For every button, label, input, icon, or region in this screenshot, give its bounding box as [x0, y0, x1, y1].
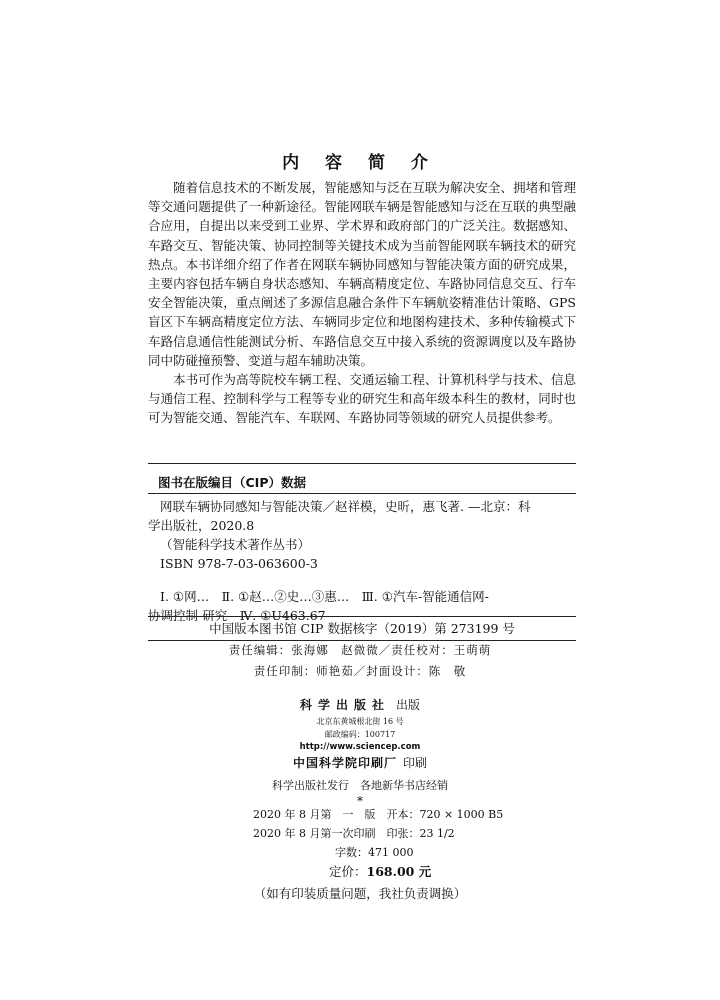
- credits-line-1: 责任编辑：张海娜 赵微微／责任校对：王萌萌: [228, 643, 492, 657]
- page-title: 内 容 简 介: [282, 153, 438, 173]
- printer-name: 中国科学院印刷厂: [292, 756, 397, 770]
- price-label: 定价：: [329, 864, 367, 879]
- publisher-name: 科学出版社: [299, 698, 390, 712]
- publisher-address: 北京东黄城根北街 16 号: [316, 717, 404, 726]
- first-edition-line: 2020 年 8 月第 一 版 开本：720 × 1000 B5: [253, 808, 504, 821]
- intro-paragraph-1: 随着信息技术的不断发展，智能感知与泛在互联为解决安全、拥堵和管理等交通问题提供了一种新途径。智能网联车辆是智能感知与泛在互联的典型融合应用，自提出以来受到工业界、学术界和政府部门的广泛关注。数据感知、车路交互、智能决策、协同控制等关键技术成为当前智能网联车辆技术的研究热点。本书详细介绍了作者在网联车辆协同感知与智能决策方面的研究成果，主要内容包括车辆自身状态感知、车辆高精度定位、车路协同信息交互、行车安全智能决策，重点阐述了多源信息融合条件下车辆航姿精准估计策略、GPS 盲区下车辆高精度定位方法、车辆同步定位和地图构建技术、多种传输模式下车路信息通信性能测试分析、车路信息交互中接入系统的资源调度以及车路协同中防碰撞预警、变道与超车辅助决策。: [148, 180, 576, 368]
- cip-classification-line-2: 协调控制-研究 Ⅳ. ①U463.67: [148, 608, 326, 623]
- edition-info: [253, 805, 513, 881]
- publisher-suffix: 出版: [396, 698, 421, 712]
- first-print-line: 2020 年 8 月第一次印刷 印张：23 1/2: [253, 827, 455, 840]
- separator-star: *: [357, 794, 363, 808]
- cip-classification-line-1: Ⅰ. ①网… Ⅱ. ①赵…②史…③惠… Ⅲ. ①汽车-智能通信网-: [160, 589, 489, 604]
- cip-check-number: 中国版本图书馆 CIP 数据核字（2019）第 273199 号: [209, 621, 515, 636]
- cip-heading: 图书在版编目（CIP）数据: [158, 475, 306, 490]
- cip-check-top-rule: [148, 616, 576, 617]
- price-value: 168.00 元: [366, 864, 432, 879]
- publisher-url: http://www.sciencep.com: [299, 742, 421, 752]
- price-line: [253, 862, 513, 881]
- intro-paragraph-2: 本书可作为高等院校车辆工程、交通运输工程、计算机科学与技术、信息与通信工程、控制科学与工程等专业的研究生和高年级本科生的教材，同时也可为智能交通、智能汽车、车联网、车路协同等领域的研究人员提供参考。: [148, 372, 576, 426]
- credits-line-2: 责任印制：师艳茹／封面设计：陈 敬: [253, 664, 467, 678]
- book-introduction: [148, 178, 576, 428]
- word-count: 字数：471 000: [335, 846, 414, 859]
- cip-bibliographic-line-2: 学出版社，2020.8: [148, 518, 255, 533]
- printer-suffix: 印刷: [403, 756, 428, 770]
- imprint: [0, 696, 720, 807]
- quality-note: （如有印装质量问题，我社负责调换）: [253, 886, 467, 901]
- cip-top-rule: [148, 463, 576, 464]
- cip-series: （智能科学技术著作丛书）: [160, 537, 311, 552]
- distribution-line: 科学出版社发行 各地新华书店经销: [272, 779, 448, 792]
- cip-isbn: ISBN 978-7-03-063600-3: [160, 556, 318, 571]
- cip-bibliographic-line-1: 网联车辆协同感知与智能决策／赵祥模，史昕，惠飞著. —北京：科: [160, 499, 531, 514]
- cip-heading-rule: [148, 493, 576, 494]
- publisher-postcode: 邮政编码：100717: [324, 730, 396, 739]
- cip-data: [148, 497, 576, 625]
